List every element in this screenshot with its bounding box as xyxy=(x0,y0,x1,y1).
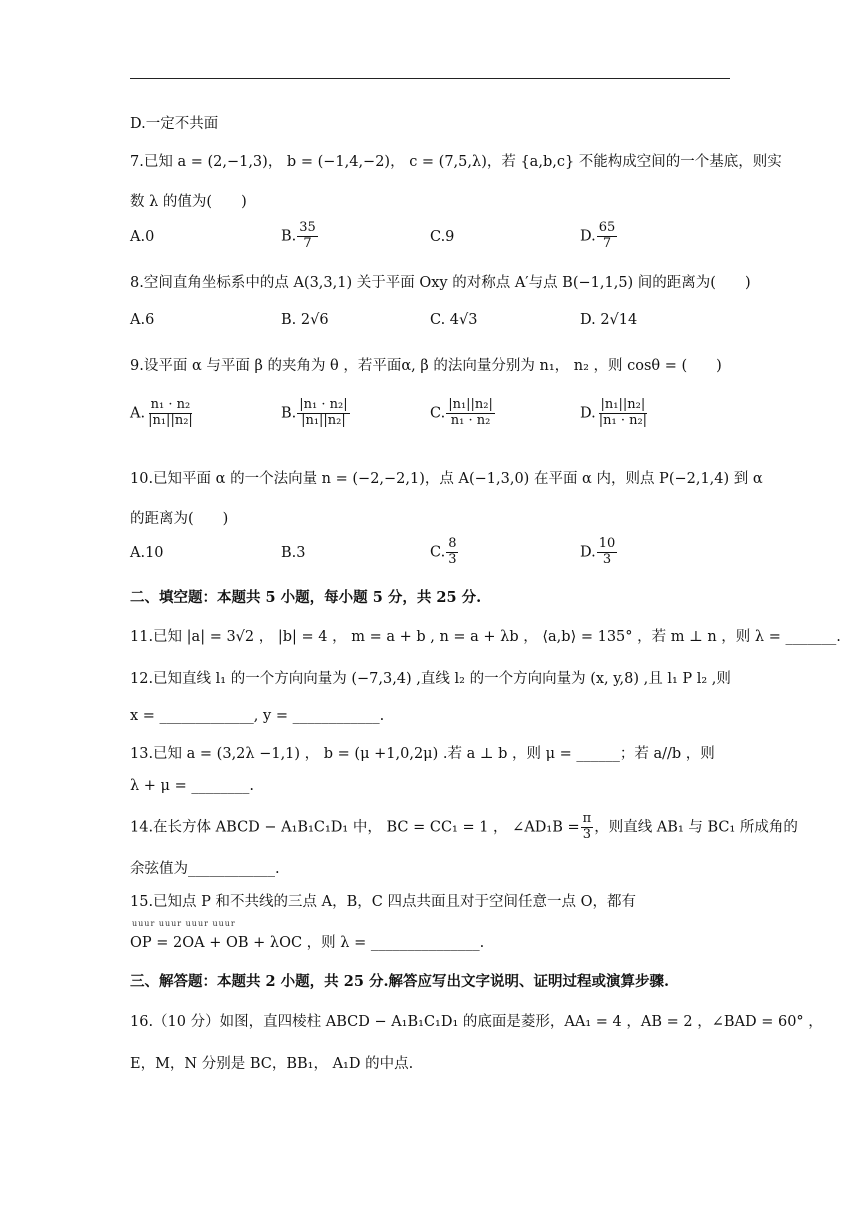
q10-option-c-den: 3 xyxy=(448,551,457,567)
q12-stem: 12.已知直线 l₁ 的一个方向向量为 (−7,3,4) ,直线 l₂ 的一个方向向量为 (x, y,8) ,且 l₁ P l₂ ,则 xyxy=(130,671,731,687)
q10-option-d-den: 3 xyxy=(602,551,612,567)
q7-option-c: C.9 xyxy=(430,229,455,245)
q14-frac-num: π xyxy=(582,811,592,826)
q10-option-a: A.10 xyxy=(130,545,164,561)
q7-option-b-label: B. xyxy=(281,228,297,245)
q9-option-c-num: |n₁||n₂| xyxy=(448,397,493,412)
q7-stem-cont: 数 λ 的值为( ) xyxy=(130,194,247,210)
q7-option-a: A.0 xyxy=(130,229,155,245)
q14-angle-fraction xyxy=(581,812,594,843)
q10-option-d-num: 10 xyxy=(598,536,616,551)
q10-option-c xyxy=(430,537,459,568)
q9-option-d-fraction xyxy=(597,398,649,429)
q14-stem-post: ，则直线 AB₁ 与 BC₁ 所成角的 xyxy=(594,819,798,836)
q10-option-c-fraction xyxy=(446,537,458,568)
q14-stem-pre: 14.在长方体 ABCD − A₁B₁C₁D₁ 中， BC = CC₁ = 1 ， ∠AD₁B = xyxy=(130,819,580,836)
q7-option-b xyxy=(281,221,319,252)
q7-option-b-fraction xyxy=(297,221,318,252)
q14-stem xyxy=(130,812,798,843)
q9-option-a-fraction xyxy=(146,398,195,429)
section-fill-in-heading: 二、填空题：本题共 5 小题，每小题 5 分，共 25 分. xyxy=(130,589,482,606)
q9-option-c xyxy=(430,398,496,429)
q8-stem: 8.空间直角坐标系中的点 A(3,3,1) 关于平面 Oxy 的对称点 A′与点 B(−1,1,5) 间的距离为( ) xyxy=(130,275,751,291)
q9-option-d-den: |n₁ · n₂| xyxy=(598,412,648,428)
q9-option-c-fraction xyxy=(446,398,495,429)
q9-option-a-den: |n₁||n₂| xyxy=(148,412,193,428)
q8-option-d: D. 2√14 xyxy=(580,312,638,328)
q9-option-c-den: n₁ · n₂ xyxy=(450,412,491,428)
q7-option-d-den: 7 xyxy=(602,235,612,251)
q10-option-c-label: C. xyxy=(430,544,446,561)
q7-option-d-num: 65 xyxy=(598,220,616,235)
q9-option-d-num: |n₁||n₂| xyxy=(600,397,646,412)
section-answer-heading: 三、解答题：本题共 2 小题，共 25 分.解答应写出文字说明、证明过程或演算步骤. xyxy=(130,973,670,990)
q16-stem-cont: E，M，N 分别是 BC，BB₁， A₁D 的中点. xyxy=(130,1056,414,1072)
q10-stem-cont: 的距离为( ) xyxy=(130,511,229,527)
q11-stem: 11.已知 |a| = 3√2 ， |b| = 4 ， m = a + b , n = a + λb ， ⟨a,b⟩ = 135° ，若 m ⊥ n ，则 λ = _______. xyxy=(130,629,841,645)
q10-option-c-num: 8 xyxy=(448,536,457,551)
q9-option-a-label: A. xyxy=(130,405,146,422)
q9-option-b-fraction xyxy=(297,398,349,429)
q9-option-c-label: C. xyxy=(430,405,446,422)
q15-vector-arrows: uuur uuur uuur uuur xyxy=(132,919,236,928)
q6-option-d: D.一定不共面 xyxy=(130,116,219,132)
q9-stem: 9.设平面 α 与平面 β 的夹角为 θ ，若平面α, β 的法向量分别为 n₁， n₂ ，则 cosθ = ( ) xyxy=(130,358,722,374)
q8-option-b: B. 2√6 xyxy=(281,312,329,328)
q14-frac-den: 3 xyxy=(582,826,592,842)
q9-option-d-label: D. xyxy=(580,405,596,422)
q9-option-d xyxy=(580,398,650,429)
q12-stem-cont: x = _____________, y = ____________. xyxy=(130,708,385,724)
q7-option-d xyxy=(580,221,618,252)
q14-stem-cont: 余弦值为____________. xyxy=(130,861,280,877)
q13-stem: 13.已知 a = (3,2λ −1,1) ， b = (μ +1,0,2μ) .若 a ⊥ b ，则 μ = ______；若 a//b ，则 xyxy=(130,746,715,762)
q7-option-b-num: 35 xyxy=(299,220,316,235)
q10-option-d-fraction xyxy=(597,537,618,568)
q8-option-a: A.6 xyxy=(130,312,155,328)
q9-option-b xyxy=(281,398,351,429)
q10-option-d xyxy=(580,537,618,568)
q10-stem: 10.已知平面 α 的一个法向量 n = (−2,−2,1)，点 A(−1,3,0) 在平面 α 内，则点 P(−2,1,4) 到 α xyxy=(130,471,763,487)
q15-stem-cont: OP = 2OA + OB + λOC ，则 λ = _______________. xyxy=(130,935,485,951)
header-rule xyxy=(130,78,730,79)
q7-option-d-fraction xyxy=(597,221,618,252)
q16-stem: 16.（10 分）如图，直四棱柱 ABCD − A₁B₁C₁D₁ 的底面是菱形，AA₁ = 4 ，AB = 2 ，∠BAD = 60° ， xyxy=(130,1014,823,1030)
q9-option-b-num: |n₁ · n₂| xyxy=(299,397,348,412)
q9-option-a-num: n₁ · n₂ xyxy=(150,397,191,412)
q13-stem-cont: λ + μ = ________. xyxy=(130,778,254,794)
q15-stem: 15.已知点 P 和不共线的三点 A，B，C 四点共面且对于空间任意一点 O，都有 xyxy=(130,894,636,910)
q9-option-a xyxy=(130,398,196,429)
q7-stem: 7.已知 a = (2,−1,3)， b = (−1,4,−2)， c = (7,5,λ)，若 {a,b,c} 不能构成空间的一个基底，则实 xyxy=(130,154,782,170)
q7-option-b-den: 7 xyxy=(303,235,312,251)
q10-option-b: B.3 xyxy=(281,545,306,561)
q9-option-b-label: B. xyxy=(281,405,297,422)
q9-option-b-den: |n₁||n₂| xyxy=(301,412,346,428)
q8-option-c: C. 4√3 xyxy=(430,312,478,328)
q7-option-d-label: D. xyxy=(580,228,596,245)
q10-option-d-label: D. xyxy=(580,544,596,561)
